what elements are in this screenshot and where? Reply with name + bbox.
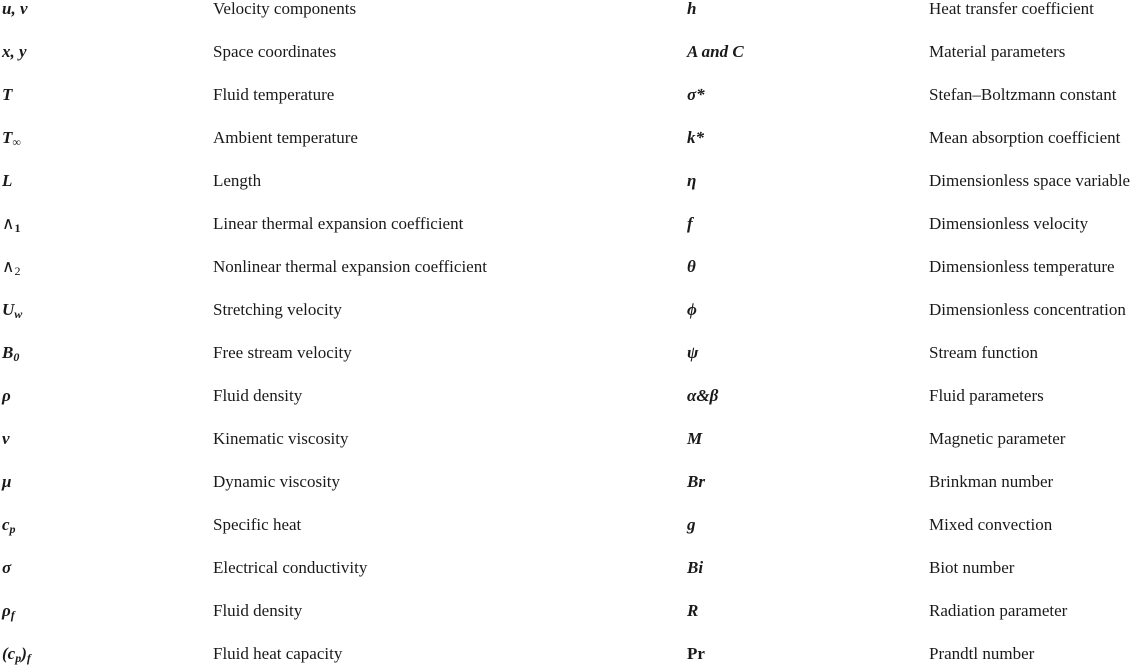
description: Heat transfer coefficient [929, 0, 1094, 18]
table-row [0, 82, 1145, 108]
symbol: f [687, 214, 693, 233]
table-row [0, 211, 1145, 237]
symbol: R [687, 601, 699, 620]
symbol: Pr [687, 644, 705, 663]
description: Nonlinear thermal expansion coefficient [213, 257, 487, 276]
description: Velocity components [213, 0, 357, 18]
symbol: T [2, 85, 13, 104]
symbol: $\rho_f$ [2, 601, 15, 622]
table-row [0, 598, 1145, 624]
description: Stream function [929, 343, 1039, 362]
description: Dynamic viscosity [213, 472, 341, 491]
description: Stretching velocity [213, 300, 342, 319]
symbol: μ [2, 472, 12, 491]
description: Electrical conductivity [213, 558, 368, 577]
symbol: Br [687, 472, 705, 491]
table-row [0, 469, 1145, 495]
symbol: u, v [2, 0, 28, 18]
symbol: $U_w$ [2, 300, 23, 321]
symbol: θ [687, 257, 696, 276]
table-row [0, 383, 1145, 409]
symbol: ν [2, 429, 10, 448]
symbol: h [687, 0, 697, 18]
table-row [0, 168, 1145, 194]
description: Fluid density [213, 601, 303, 620]
symbol: $(c_p)_f$ [2, 644, 31, 665]
description: Mean absorption coefficient [929, 128, 1121, 147]
description: Prandtl number [929, 644, 1035, 663]
description: Free stream velocity [213, 343, 352, 362]
symbol: ψ [687, 343, 699, 362]
description: Dimensionless concentration [929, 300, 1126, 319]
symbol: σ [2, 558, 12, 577]
table-row [0, 340, 1145, 366]
description: Magnetic parameter [929, 429, 1066, 448]
table-row [0, 0, 1145, 22]
description: Space coordinates [213, 42, 337, 61]
symbol: α&β [687, 386, 719, 405]
description: Specific heat [213, 515, 302, 534]
description: Brinkman number [929, 472, 1054, 491]
description: Material parameters [929, 42, 1066, 61]
description: Linear thermal expansion coefficient [213, 214, 464, 233]
table-row [0, 641, 1145, 667]
description: Dimensionless temperature [929, 257, 1115, 276]
description: Length [213, 171, 262, 190]
symbol: $\wedge_1$ [2, 214, 21, 235]
description: Stefan–Boltzmann constant [929, 85, 1117, 104]
description: Mixed convection [929, 515, 1053, 534]
description: Dimensionless velocity [929, 214, 1089, 233]
description: Ambient temperature [213, 128, 358, 147]
symbol: L [2, 171, 13, 190]
symbol: ϕ [687, 300, 697, 319]
table-row [0, 297, 1145, 323]
symbol: η [687, 171, 697, 190]
symbol: $\wedge_2$ [2, 257, 21, 278]
table-row [0, 254, 1145, 280]
symbol: k* [687, 128, 704, 147]
symbol: Bi [687, 558, 704, 577]
description: Fluid temperature [213, 85, 335, 104]
symbol: x, y [2, 42, 27, 61]
symbol: $T_\infty$ [2, 128, 21, 149]
symbol: $c_p$ [2, 515, 16, 536]
description: Dimensionless space variable [929, 171, 1131, 190]
symbol: M [687, 429, 703, 448]
table-row [0, 426, 1145, 452]
symbol: A and C [687, 42, 744, 61]
symbol: $B_0$ [2, 343, 20, 364]
description: Fluid density [213, 386, 303, 405]
table-row [0, 39, 1145, 65]
description: Fluid heat capacity [213, 644, 343, 663]
symbol: σ* [687, 85, 705, 104]
symbol: ρ [2, 386, 11, 405]
description: Kinematic viscosity [213, 429, 349, 448]
table-row [0, 512, 1145, 538]
description: Biot number [929, 558, 1015, 577]
table-row [0, 125, 1145, 151]
description: Fluid parameters [929, 386, 1044, 405]
table-row [0, 555, 1145, 581]
description: Radiation parameter [929, 601, 1068, 620]
symbol: g [687, 515, 696, 534]
